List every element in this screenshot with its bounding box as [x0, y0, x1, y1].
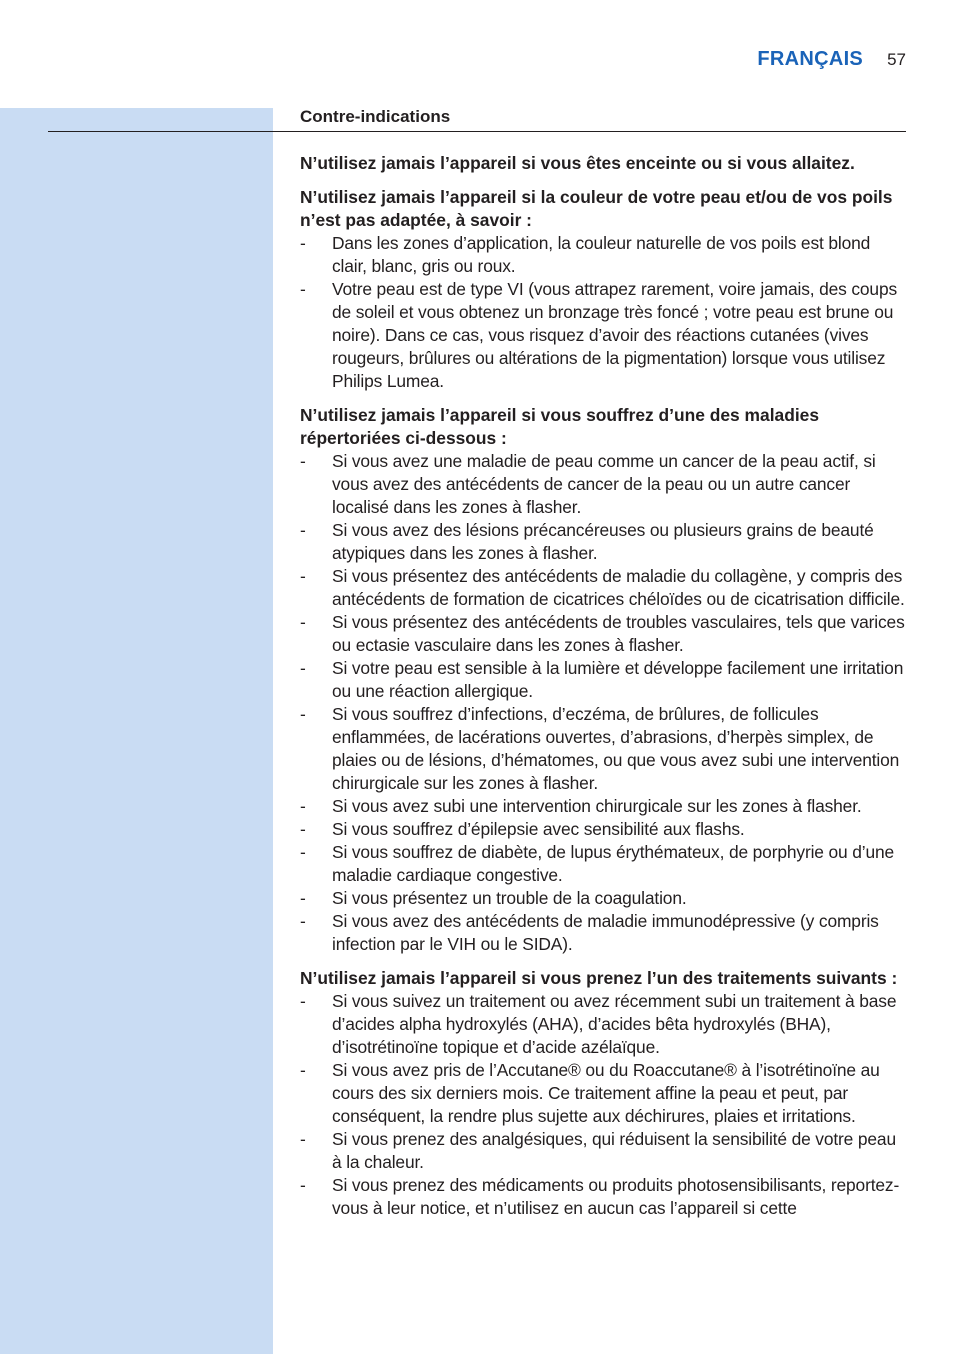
list-item-text: Si vous souffrez d’infections, d’eczéma, de brûlures, de follicules enflammées, de lacérations ouvertes, d’abrasions, d’herpès simplex, de plaies ou de lésions, d’hématomes, ou que vous avez subi une intervention chirurgicale sur les zones à flasher. — [332, 704, 900, 793]
dash-marker: - — [300, 842, 306, 862]
list-item — [300, 818, 908, 841]
section-heading: N’utilisez jamais l’appareil si vous prenez l’un des traitements suivants : — [300, 968, 898, 988]
dash-marker: - — [300, 911, 306, 931]
list-item-text: Si vous suivez un traitement ou avez récemment subi un traitement à base d’acides alpha hydroxylés (AHA), d’acides bêta hydroxylés (BHA), d’isotrétinoïne topique et d’acide azélaïque. — [332, 991, 897, 1057]
dash-marker: - — [300, 658, 306, 678]
section-title: Contre-indications — [300, 107, 451, 126]
dash-marker: - — [300, 991, 306, 1011]
bullet-list — [300, 232, 908, 393]
dash-marker: - — [300, 1175, 306, 1195]
list-item-text: Si vous souffrez d’épilepsie avec sensibilité aux flashs. — [332, 819, 745, 839]
dash-marker: - — [300, 612, 306, 632]
list-item-text: Si vous avez une maladie de peau comme un cancer de la peau actif, si vous avez des antécédents de cancer de la peau ou un autre cancer localisé dans les zones à flasher. — [332, 451, 876, 517]
list-item — [300, 1059, 908, 1128]
section-divider — [48, 131, 906, 132]
language-label: FRANÇAIS — [757, 48, 864, 70]
list-item-text: Si vous avez pris de l’Accutane® ou du Roaccutane® à l’isotrétinoïne au cours des six derniers mois. Ce traitement affine la peau et peut, par conséquent, la rendre plus sujette aux déchirures, plaies et irritations. — [332, 1060, 880, 1126]
dash-marker: - — [300, 1060, 306, 1080]
list-item-text: Dans les zones d’application, la couleur naturelle de vos poils est blond clair, blanc, gris ou roux. — [332, 233, 871, 276]
dash-marker: - — [300, 888, 306, 908]
section-heading: N’utilisez jamais l’appareil si la couleur de votre peau et/ou de vos poils n’est pas adaptée, à savoir : — [300, 187, 893, 230]
section-heading: N’utilisez jamais l’appareil si vous êtes enceinte ou si vous allaitez. — [300, 153, 855, 173]
list-item — [300, 795, 908, 818]
page-header — [757, 48, 906, 71]
list-item-text: Si vous avez subi une intervention chirurgicale sur les zones à flasher. — [332, 796, 862, 816]
list-item — [300, 841, 908, 887]
list-item — [300, 657, 908, 703]
list-item-text: Si vous prenez des analgésiques, qui réduisent la sensibilité de votre peau à la chaleur. — [332, 1129, 896, 1172]
list-item — [300, 232, 908, 278]
list-item — [300, 565, 908, 611]
dash-marker: - — [300, 233, 306, 253]
page-number: 57 — [887, 50, 906, 69]
list-item-text: Si vous avez des lésions précancéreuses ou plusieurs grains de beauté atypiques dans les zones à flasher. — [332, 520, 874, 563]
dash-marker: - — [300, 520, 306, 540]
dash-marker: - — [300, 1129, 306, 1149]
dash-marker: - — [300, 704, 306, 724]
dash-marker: - — [300, 566, 306, 586]
dash-marker: - — [300, 451, 306, 471]
dash-marker: - — [300, 279, 306, 299]
list-item — [300, 990, 908, 1059]
sidebar-panel — [0, 108, 273, 1354]
list-item-text: Si vous présentez des antécédents de troubles vasculaires, tels que varices ou ectasie vasculaire dans les zones à flasher. — [332, 612, 905, 655]
dash-marker: - — [300, 819, 306, 839]
list-item-text: Si vous prenez des médicaments ou produits photosensibilisants, reportez-vous à leur notice, et n’utilisez en aucun cas l’appareil si cette — [332, 1175, 900, 1218]
list-item-text: Votre peau est de type VI (vous attrapez rarement, voire jamais, des coups de soleil et vous obtenez un bronzage très foncé ; votre peau est brune ou noire). Dans ce cas, vous risquez d’avoir des réactions cutanées (vives rougeurs, brûlures ou altérations de la pigmentation) lorsque vous utilisez Philips Lumea. — [332, 279, 898, 391]
list-item — [300, 887, 908, 910]
list-item-text: Si vous avez des antécédents de maladie immunodépressive (y compris infection par le VIH ou le SIDA). — [332, 911, 879, 954]
dash-marker: - — [300, 796, 306, 816]
list-item — [300, 519, 908, 565]
bullet-list — [300, 450, 908, 956]
list-item — [300, 611, 908, 657]
list-item — [300, 450, 908, 519]
section-heading: N’utilisez jamais l’appareil si vous souffrez d’une des maladies répertoriées ci-dessous : — [300, 405, 819, 448]
list-item-text: Si vous souffrez de diabète, de lupus érythémateux, de porphyrie ou d’une maladie cardiaque congestive. — [332, 842, 895, 885]
list-item — [300, 703, 908, 795]
main-content — [300, 152, 908, 1220]
list-item-text: Si votre peau est sensible à la lumière et développe facilement une irritation ou une réaction allergique. — [332, 658, 904, 701]
list-item — [300, 1174, 908, 1220]
list-item-text: Si vous présentez des antécédents de maladie du collagène, y compris des antécédents de formation de cicatrices chéloïdes ou de cicatrisation difficile. — [332, 566, 905, 609]
list-item-text: Si vous présentez un trouble de la coagulation. — [332, 888, 687, 908]
list-item — [300, 1128, 908, 1174]
list-item — [300, 278, 908, 393]
list-item — [300, 910, 908, 956]
bullet-list — [300, 990, 908, 1220]
